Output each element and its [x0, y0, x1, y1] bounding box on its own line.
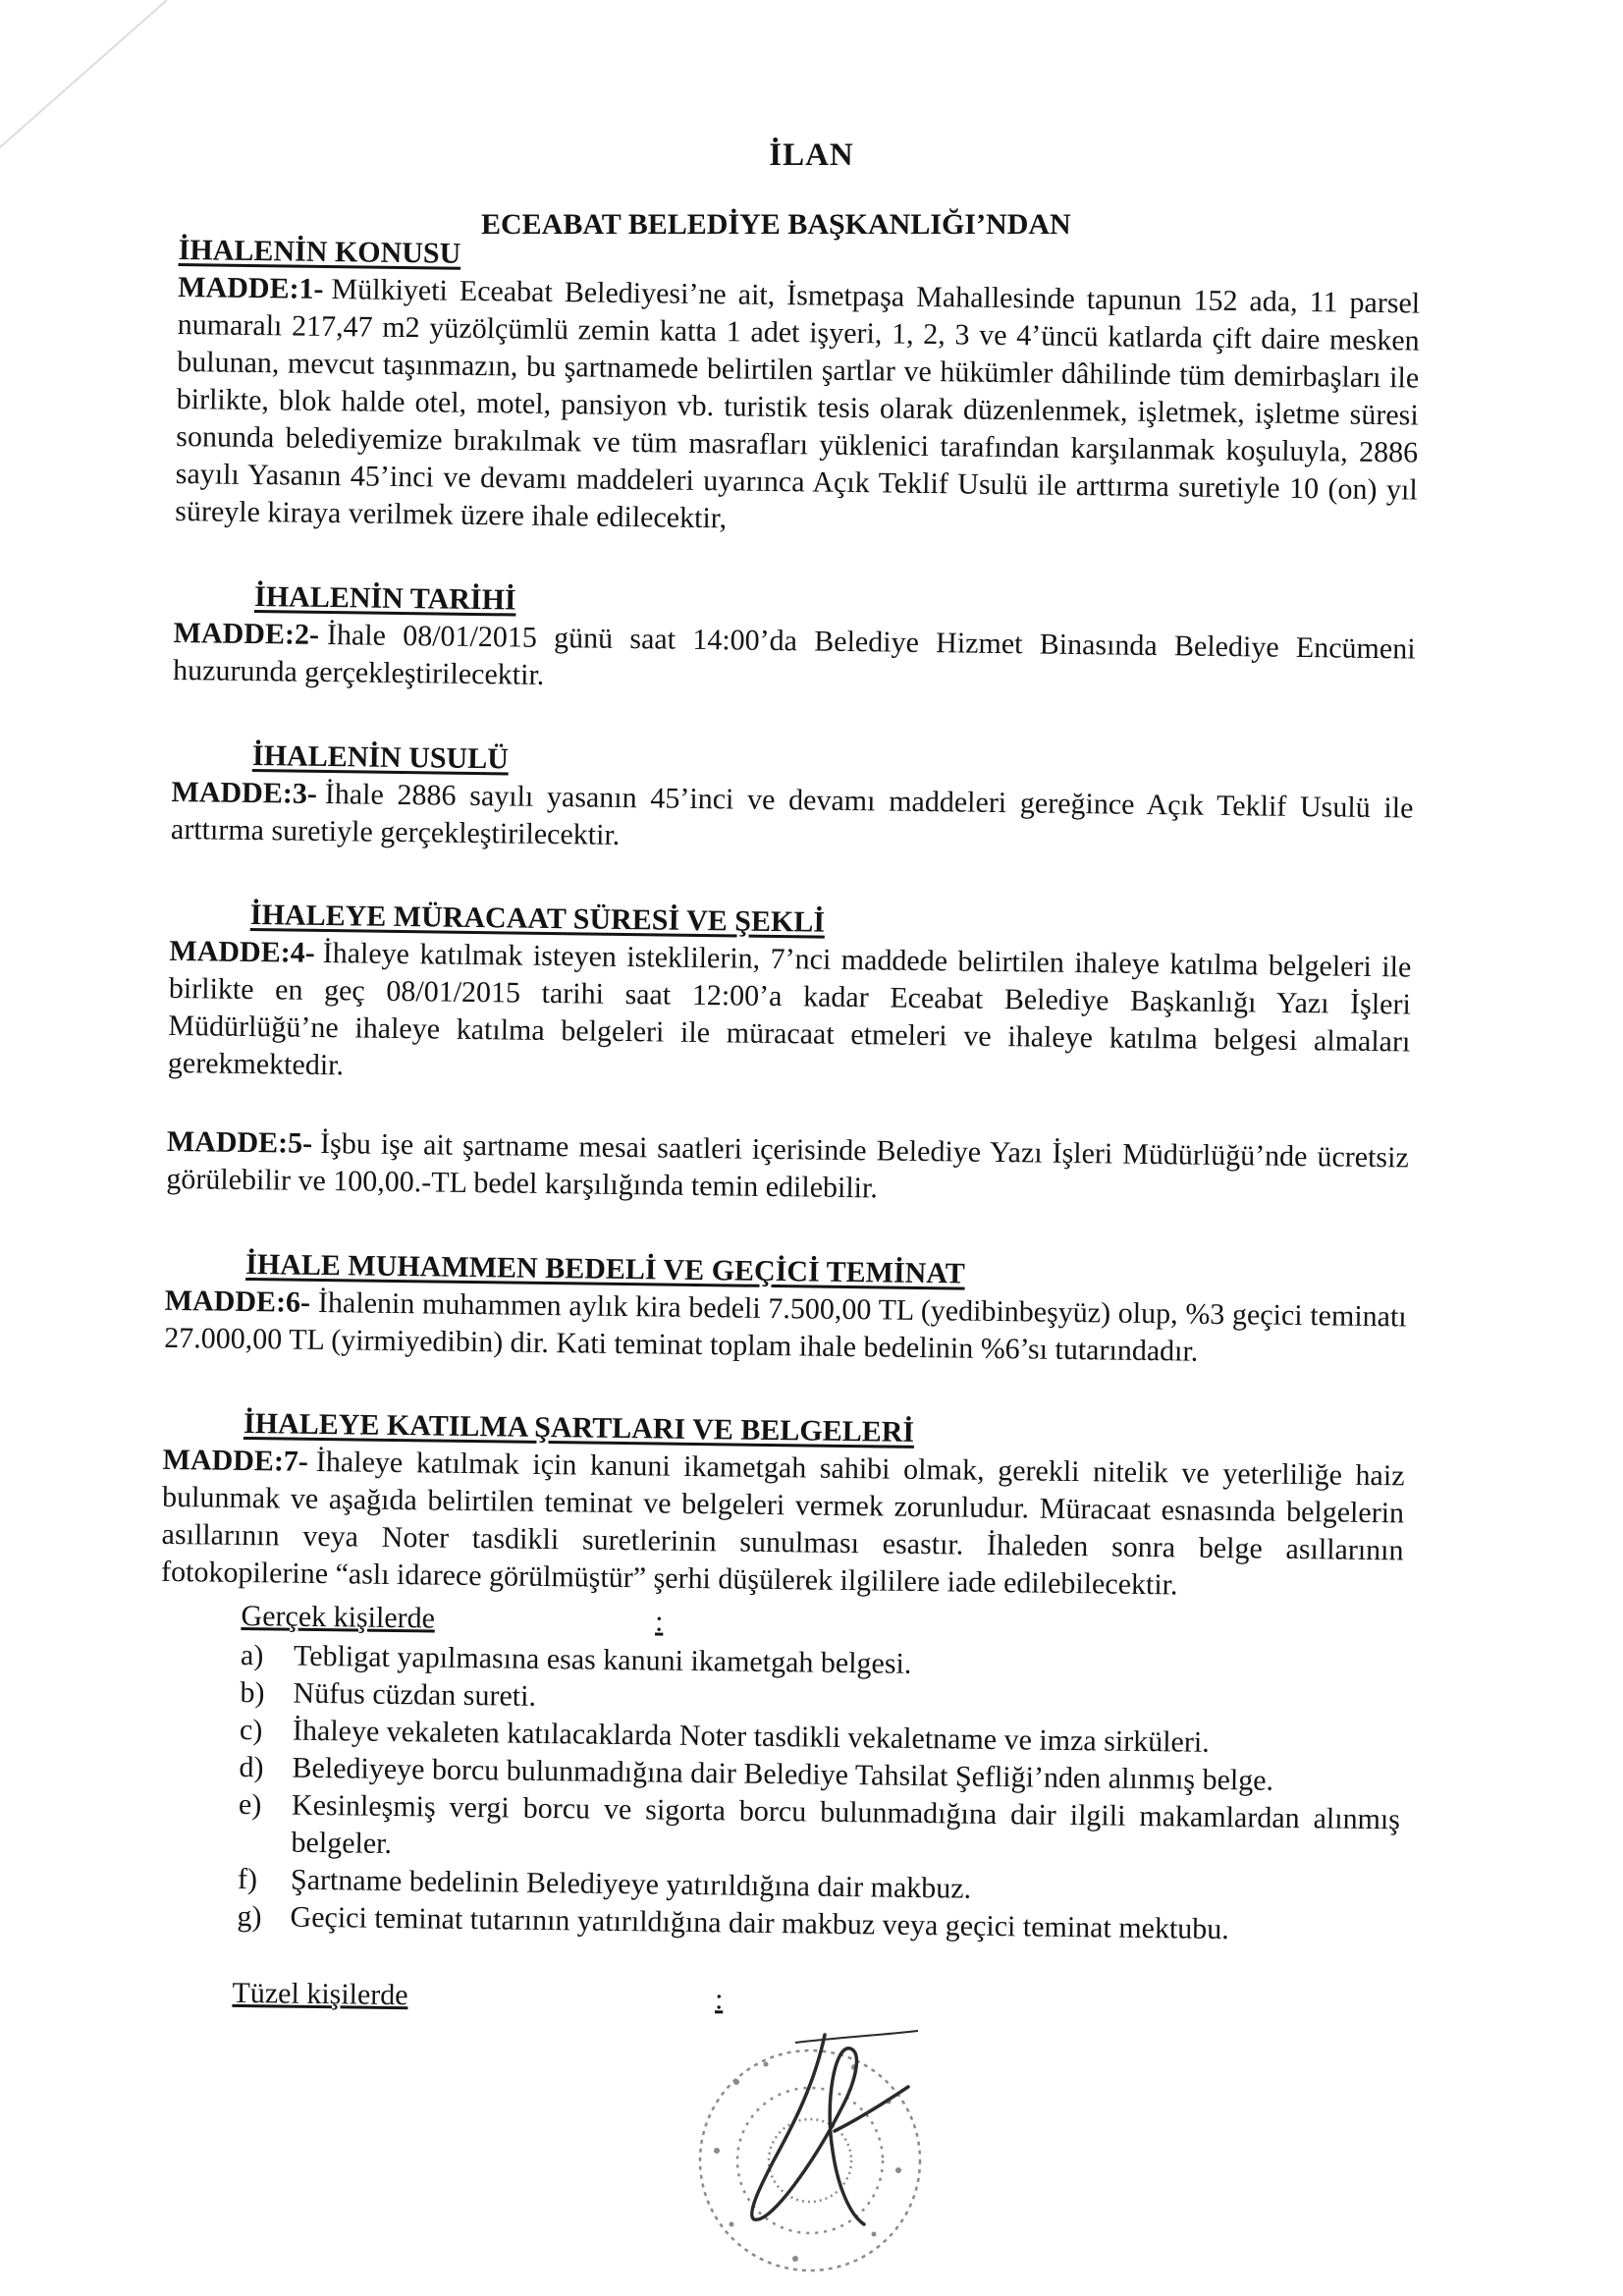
real-persons-heading: [241, 1598, 663, 1641]
section-heading: İHALENİN USULÜ: [251, 739, 510, 776]
legal-persons-heading: [232, 1975, 723, 2019]
article-7: [161, 1442, 1405, 1608]
item-text: İhaleye vekaleten katılacaklarda Noter tasdikli vekaletname ve imza sirküleri.: [292, 1714, 1210, 1759]
item-key: g): [237, 1899, 262, 1934]
section-method: [171, 737, 1414, 865]
item-text: Geçici teminat tutarının yatırıldığına dair makbuz veya geçici teminat mektubu.: [290, 1900, 1230, 1946]
real-persons-label: Gerçek kişilerde: [241, 1599, 436, 1635]
required-documents-list: [156, 1636, 1402, 1951]
article-label: MADDE:6-: [164, 1284, 311, 1319]
article-text: Mülkiyeti Eceabat Belediyesi’ne ait, İsmetpaşa Mahallesinde tapunun 152 ada, 11 parsel numaralı 217,47 m2 yüzölçümlü zemin katta 1 adet işyeri, 1, 2, 3 ve 4’üncü katlarda çift daire mesken bulunan, mevcut taşınmazın, bu şartnamede belirtilen şartlar ve hükümler dâhilinde tüm demirbaşları ile birlikte, blok halde otel, motel, pansiyon vb. turistik tesis olarak düzenlenmek, işletmek, işletme süresi sonunda belediyemize bırakılmak ve tüm masrafları yüklenici tarafından karşılanmak koşuluyla, 2886 sayılı Yasanın 45’inci ve devamı maddeleri uyarınca Açık Teklif Usulü ile arttırma suretiyle 10 (on) yıl süreyle kiraya verilmek üzere ihale edilecektir,: [175, 273, 1421, 535]
section-heading: İHALE MUHAMMEN BEDELİ VE GEÇİCİ TEMİNAT: [245, 1247, 966, 1290]
item-key: b): [240, 1675, 265, 1710]
official-seal-and-signature: [677, 2013, 972, 2288]
article-text: İhale 2886 sayılı yasanın 45’inci ve devamı maddeleri gereğince Açık Teklif Usulü ile arttırma suretiyle gerçekleştirilecektir.: [170, 777, 1414, 851]
item-key: d): [239, 1750, 264, 1784]
article-text: İşbu işe ait şartname mesai saatleri içerisinde Belediye Yazı İşleri Müdürlüğü’nde ücretsiz görülebilir ve 100,00.-TL bedel karşılığında temin edilebilir.: [166, 1126, 1409, 1205]
article-1: [175, 269, 1420, 547]
document-body: [155, 232, 1421, 2029]
article-label: MADDE:4-: [169, 934, 315, 969]
article-label: MADDE:5-: [166, 1124, 313, 1160]
section-conditions: [155, 1404, 1405, 2028]
section-heading: İHALEYE MÜRACAAT SÜRESİ VE ŞEKLİ: [249, 899, 826, 939]
item-text: Belediyeye borcu bulunmadığına dair Belediye Tahsilat Şefliği’nden alınmış belge.: [292, 1751, 1274, 1797]
item-text: Kesinleşmiş vergi borcu ve sigorta borcu bulunmadığına dair ilgili makamlardan alınmış belgeler.: [291, 1788, 1401, 1860]
article-text: İhalenin muhammen aylık kira bedeli 7.500,00 TL (yedibinbeşyüz) olup, %3 geçici teminatı 27.000,00 TL (yirmiyedibin) dir. Kati teminat toplam ihale bedelinin %6’sı tutarındadır.: [164, 1285, 1407, 1368]
article-label: MADDE:1-: [178, 270, 324, 305]
item-text: Nüfus cüzdan sureti.: [293, 1676, 537, 1713]
section-heading: İHALEYE KATILMA ŞARTLARI VE BELGELERİ: [243, 1406, 915, 1449]
article-label: MADDE:7-: [162, 1443, 309, 1478]
item-text: Şartname bedelinin Belediyeye yatırıldığına dair makbuz.: [290, 1863, 972, 1905]
item-key: a): [240, 1638, 264, 1672]
section-heading: İHALENİN TARİHİ: [253, 580, 516, 617]
issuer-heading: ECEABAT BELEDİYE BAŞKANLIĞI’NDAN: [481, 208, 1071, 241]
article-4: [168, 933, 1412, 1099]
article-text: İhale 08/01/2015 günü saat 14:00’da Belediye Hizmet Binasında Belediye Encümeni huzurunda gerçekleştirilecektir.: [172, 619, 1416, 691]
section-estimated-value: [164, 1245, 1407, 1374]
item-key: e): [238, 1787, 262, 1822]
section-application: [166, 896, 1412, 1215]
article-label: MADDE:3-: [171, 775, 318, 810]
legal-persons-label: Tüzel kişilerde: [232, 1976, 408, 2012]
section-subject: [175, 232, 1421, 547]
item-text: Tebligat yapılmasına esas kanuni ikametgah belgesi.: [293, 1639, 912, 1680]
item-key: c): [239, 1713, 263, 1747]
section-heading: İHALENİN KONUSU: [178, 233, 461, 270]
document-title: İLAN: [769, 137, 854, 173]
article-text: İhaleye katılmak isteyen isteklilerin, 7’nci maddede belirtilen ihaleye katılma belgeleri ile birlikte en geç 08/01/2015 tarihi saat 12:00’a kadar Eceabat Belediye Başkanlığı Yazı İşleri Müdürlüğü’ne ihaleye katılma belgeleri ile müracaat etmeleri ve ihaleye katılma belgesi almaları gerekmektedir.: [167, 936, 1412, 1082]
item-key: f): [237, 1862, 258, 1896]
article-text: İhaleye katılmak için kanuni ikametgah sahibi olmak, gerekli nitelik ve yeterliliğe haiz bulunmak ve aşağıda belirtilen teminat ve belgeleri vermek zorunludur. Müracaat esnasında belgelerin asıllarının veya Noter tasdikli suretlerinin sunulması esastır. İhaleden sonra belge asıllarının fotokopilerine “aslı idarece görülmüştür” şerhi düşülerek ilgililere iade edilebilecektir.: [160, 1445, 1405, 1602]
section-date: [173, 577, 1416, 706]
article-label: MADDE:2-: [173, 616, 320, 651]
legal-persons-colon: :: [714, 1983, 724, 2016]
real-persons-colon: :: [654, 1605, 664, 1638]
